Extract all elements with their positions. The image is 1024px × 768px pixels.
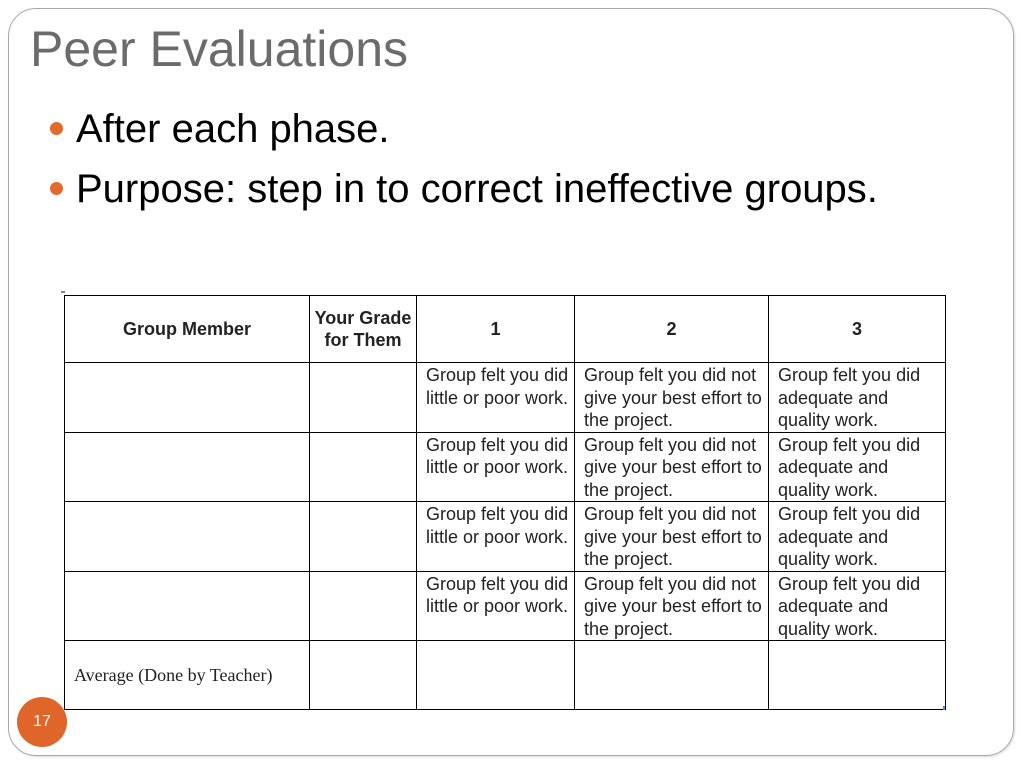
score-1-description: Group felt you did little or poor work. (426, 573, 569, 616)
table-corner-mark (61, 291, 65, 293)
score-2-cell (575, 432, 769, 502)
header-score-3: 3 (769, 296, 946, 363)
member-cell[interactable] (65, 502, 310, 572)
average-score-2-cell[interactable] (575, 641, 769, 710)
score-2-description: Group felt you did not give your best effort to the project. (584, 504, 762, 569)
score-1-description: Group felt you did little or poor work. (426, 365, 569, 408)
table-row (65, 502, 946, 572)
member-cell[interactable] (65, 571, 310, 641)
table-header-row (65, 296, 946, 363)
table-corner-mark (943, 706, 945, 710)
header-score-1: 1 (417, 296, 575, 363)
score-2-cell (575, 502, 769, 572)
score-1-cell (417, 571, 575, 641)
table-footer-row (65, 641, 946, 710)
table-row (65, 363, 946, 433)
score-3-cell (769, 363, 946, 433)
score-3-description: Group felt you did adequate and quality work. (778, 504, 921, 569)
score-1-cell (417, 502, 575, 572)
score-3-cell (769, 432, 946, 502)
score-2-cell (575, 363, 769, 433)
grade-cell[interactable] (310, 432, 417, 502)
slide-title: Peer Evaluations (30, 21, 409, 77)
average-grade-cell[interactable] (310, 641, 417, 710)
score-2-description: Group felt you did not give your best effort to the project. (584, 365, 762, 430)
average-score-3-cell[interactable] (769, 641, 946, 710)
bullet-dot-icon (50, 182, 63, 195)
score-1-cell (417, 363, 575, 433)
score-1-description: Group felt you did little or poor work. (426, 504, 569, 547)
table-row (65, 432, 946, 502)
score-2-description: Group felt you did not give your best effort to the project. (584, 573, 762, 639)
score-1-cell (417, 432, 575, 502)
score-1-description: Group felt you did little or poor work. (426, 434, 569, 477)
grade-cell[interactable] (310, 363, 417, 433)
score-3-description: Group felt you did adequate and quality work. (778, 434, 921, 500)
member-cell[interactable] (65, 432, 310, 502)
page-number-badge: 17 (17, 697, 67, 747)
header-score-2: 2 (575, 296, 769, 363)
member-cell[interactable] (65, 363, 310, 433)
bullet-item (50, 102, 930, 156)
table-row (65, 571, 946, 641)
header-group-member: Group Member (65, 296, 310, 363)
score-2-description: Group felt you did not give your best effort to the project. (584, 434, 762, 500)
average-label: Average (Done by Teacher) (65, 641, 310, 710)
score-3-description: Group felt you did adequate and quality work. (778, 573, 921, 639)
bullet-item (50, 162, 930, 216)
score-3-description: Group felt you did adequate and quality work. (778, 365, 921, 430)
peer-evaluation-table-wrapper (64, 295, 945, 710)
average-score-1-cell[interactable] (417, 641, 575, 710)
bullet-dot-icon (50, 122, 63, 135)
score-2-cell (575, 571, 769, 641)
bullet-text: After each phase. (76, 107, 390, 151)
score-3-cell (769, 502, 946, 572)
peer-evaluation-table (64, 295, 946, 710)
score-3-cell (769, 571, 946, 641)
bullet-text: Purpose: step in to correct ineffective groups. (76, 167, 878, 211)
header-your-grade: Your Grade for Them (310, 296, 417, 363)
grade-cell[interactable] (310, 502, 417, 572)
grade-cell[interactable] (310, 571, 417, 641)
bullet-list (50, 102, 930, 222)
